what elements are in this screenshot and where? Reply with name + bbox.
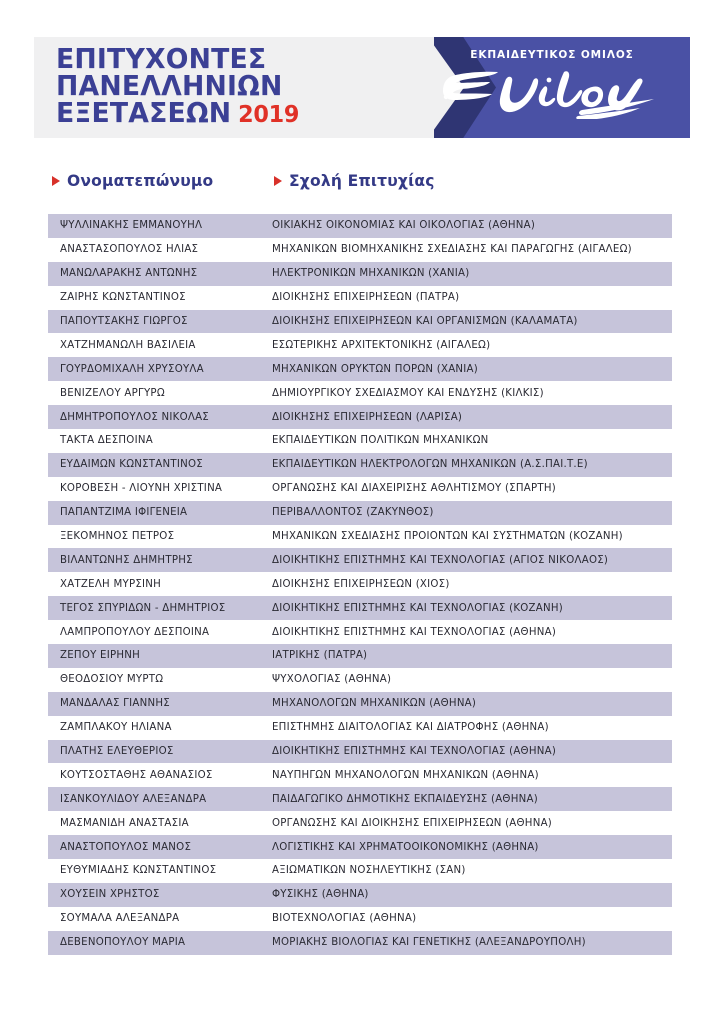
cell-school: ΠΑΙΔΑΓΩΓΙΚΟ ΔΗΜΟΤΙΚΗΣ ΕΚΠΑΙΔΕΥΣΗΣ (ΑΘΗΝΑ) [272, 793, 538, 805]
cell-school: ΔΗΜΙΟΥΡΓΙΚΟΥ ΣΧΕΔΙΑΣΜΟΥ ΚΑΙ ΕΝΔΥΣΗΣ (ΚΙΛΚΙΣ) [272, 387, 544, 399]
table-row [48, 931, 672, 955]
cell-student-name: ΖΑΜΠΛΑΚΟΥ ΗΛΙΑΝΑ [60, 722, 172, 734]
cell-student-name: ΧΟΥΣΕΙΝ ΧΡΗΣΤΟΣ [60, 889, 160, 901]
table-row [48, 668, 672, 692]
table-row [48, 692, 672, 716]
column-header-name [52, 172, 213, 190]
table-row [48, 238, 672, 262]
results-table [48, 214, 672, 955]
cell-school: ΔΙΟΙΚΗΣΗΣ ΕΠΙΧΕΙΡΗΣΕΩΝ ΚΑΙ ΟΡΓΑΝΙΣΜΩΝ (ΚΑΛΑΜΑΤΑ) [272, 316, 578, 327]
table-row [48, 333, 672, 357]
page-title [56, 43, 307, 130]
cell-student-name: ΠΛΑΤΗΣ ΕΛΕΥΘΕΡΙΟΣ [60, 746, 174, 758]
table-row [48, 740, 672, 764]
table-column-headers [48, 172, 672, 200]
table-row [48, 811, 672, 835]
cell-student-name: ΚΟΥΤΣΟΣΤΑΘΗΣ ΑΘΑΝΑΣΙΟΣ [60, 769, 213, 781]
cell-school: ΔΙΟΙΚΗΤΙΚΗΣ ΕΠΙΣΤΗΜΗΣ ΚΑΙ ΤΕΧΝΟΛΟΓΙΑΣ (ΑΓΙΟΣ ΝΙΚΟΛΑΟΣ) [272, 554, 609, 566]
table-row [48, 262, 672, 286]
table-row [48, 787, 672, 811]
cell-student-name: ΒΕΝΙΖΕΛΟΥ ΑΡΓΥΡΩ [60, 387, 165, 399]
column-header-name-label: Ονοματεπώνυμο [67, 172, 214, 190]
table-row [48, 572, 672, 596]
exam-year: 2019 [238, 102, 300, 129]
cell-student-name: ΘΕΟΔΟΣΙΟΥ ΜΥΡΤΩ [60, 674, 164, 686]
cell-school: ΕΣΩΤΕΡΙΚΗΣ ΑΡΧΙΤΕΚΤΟΝΙΚΗΣ (ΑΙΓΑΛΕΩ) [272, 339, 491, 351]
table-row [48, 429, 672, 453]
cell-student-name: ΑΝΑΣΤΑΣΟΠΟΥΛΟΣ ΗΛΙΑΣ [60, 244, 199, 256]
cell-student-name: ΤΕΓΟΣ ΣΠΥΡΙΔΩΝ - ΔΗΜΗΤΡΙΟΣ [60, 602, 226, 614]
cell-school: ΒΙΟΤΕΧΝΟΛΟΓΙΑΣ (ΑΘΗΝΑ) [272, 913, 417, 925]
brand-tagline: ΕΚΠΑΙΔΕΥΤΙΚΟΣ ΟΜΙΛΟΣ [470, 49, 634, 61]
table-row [48, 596, 672, 620]
cell-school: ΜΗΧΑΝΙΚΩΝ ΣΧΕΔΙΑΣΗΣ ΠΡΟΪΟΝΤΩΝ ΚΑΙ ΣΥΣΤΗΜΑΤΩΝ (ΚΟΖΑΝΗ) [272, 531, 623, 543]
cell-school: ΕΚΠΑΙΔΕΥΤΙΚΩΝ ΠΟΛΙΤΙΚΩΝ ΜΗΧΑΝΙΚΩΝ [272, 435, 489, 447]
table-row [48, 286, 672, 310]
cell-student-name: ΕΥΘΥΜΙΑΔΗΣ ΚΩΝΣΤΑΝΤΙΝΟΣ [60, 865, 217, 877]
cell-school: ΔΙΟΙΚΗΣΗΣ ΕΠΙΧΕΙΡΗΣΕΩΝ (ΛΑΡΙΣΑ) [272, 411, 463, 423]
cell-student-name: ΣΟΥΜΑΛΑ ΑΛΕΞΑΝΔΡΑ [60, 913, 180, 925]
table-row [48, 477, 672, 501]
cell-student-name: ΠΑΠΟΥΤΣΑΚΗΣ ΓΙΩΡΓΟΣ [60, 316, 188, 327]
cell-student-name: ΜΑΝΩΛΑΡΑΚΗΣ ΑΝΤΩΝΗΣ [60, 268, 198, 280]
table-row [48, 214, 672, 238]
cell-student-name: ΧΑΤΖΕΛΗ ΜΥΡΣΙΝΗ [60, 578, 162, 590]
cell-student-name: ΠΑΠΑΝΤΖΙΜΑ ΙΦΙΓΕΝΕΙΑ [60, 507, 188, 519]
triangle-bullet-icon [52, 176, 60, 186]
cell-school: ΜΗΧΑΝΟΛΟΓΩΝ ΜΗΧΑΝΙΚΩΝ (ΑΘΗΝΑ) [272, 698, 477, 710]
table-row [48, 453, 672, 477]
cell-student-name: ΧΑΤΖΗΜΑΝΩΛΗ ΒΑΣΙΛΕΙΑ [60, 339, 196, 351]
cell-student-name: ΛΑΜΠΡΟΠΟΥΛΟΥ ΔΕΣΠΟΙΝΑ [60, 626, 210, 638]
cell-student-name: ΔΗΜΗΤΡΟΠΟΥΛΟΣ ΝΙΚΟΛΑΣ [60, 411, 209, 423]
cell-school: ΔΙΟΙΚΗΤΙΚΗΣ ΕΠΙΣΤΗΜΗΣ ΚΑΙ ΤΕΧΝΟΛΟΓΙΑΣ (ΑΘΗΝΑ) [272, 626, 557, 638]
brand-logo [432, 49, 672, 127]
table-row [48, 310, 672, 334]
cell-student-name: ΜΑΝΔΑΛΑΣ ΓΙΑΝΝΗΣ [60, 698, 170, 710]
cell-student-name: ΖΕΠΟΥ ΕΙΡΗΝΗ [60, 650, 141, 662]
cell-school: ΨΥΧΟΛΟΓΙΑΣ (ΑΘΗΝΑ) [272, 674, 392, 686]
cell-school: ΜΗΧΑΝΙΚΩΝ ΟΡΥΚΤΩΝ ΠΟΡΩΝ (ΧΑΝΙΑ) [272, 363, 478, 375]
cell-school: ΗΛΕΚΤΡΟΝΙΚΩΝ ΜΗΧΑΝΙΚΩΝ (ΧΑΝΙΑ) [272, 268, 470, 280]
cell-school: ΔΙΟΙΚΗΤΙΚΗΣ ΕΠΙΣΤΗΜΗΣ ΚΑΙ ΤΕΧΝΟΛΟΓΙΑΣ (ΑΘΗΝΑ) [272, 746, 557, 758]
cell-school: ΦΥΣΙΚΗΣ (ΑΘΗΝΑ) [272, 889, 369, 901]
cell-student-name: ΚΟΡΟΒΕΣΗ - ΛΙΟΥΝΗ ΧΡΙΣΤΙΝΑ [60, 483, 223, 495]
triangle-bullet-icon [274, 176, 282, 186]
page-header-banner [34, 37, 690, 138]
table-row [48, 716, 672, 740]
page-title-line-1: ΕΠΙΤΥΧΟΝΤΕΣ [56, 43, 267, 75]
cell-school: ΑΞΙΩΜΑΤΙΚΩΝ ΝΟΣΗΛΕΥΤΙΚΗΣ (ΣΑΝ) [272, 865, 466, 877]
table-row [48, 501, 672, 525]
cell-school: ΠΕΡΙΒΑΛΛΟΝΤΟΣ (ΖΑΚΥΝΘΟΣ) [272, 507, 434, 519]
column-header-school [274, 172, 435, 190]
table-row [48, 763, 672, 787]
table-row [48, 907, 672, 931]
page-title-line-3-row [56, 97, 300, 130]
table-row [48, 357, 672, 381]
table-row [48, 644, 672, 668]
cell-school: ΕΠΙΣΤΗΜΗΣ ΔΙΑΙΤΟΛΟΓΙΑΣ ΚΑΙ ΔΙΑΤΡΟΦΗΣ (ΑΘΗΝΑ) [272, 722, 549, 734]
cell-school: ΕΚΠΑΙΔΕΥΤΙΚΩΝ ΗΛΕΚΤΡΟΛΟΓΩΝ ΜΗΧΑΝΙΚΩΝ (Α.Σ.ΠΑΙ.Τ.Ε) [272, 459, 588, 471]
cell-student-name: ΞΕΚΟΜΗΝΟΣ ΠΕΤΡΟΣ [60, 531, 175, 543]
cell-student-name: ΔΕΒΕΝΟΠΟΥΛΟΥ ΜΑΡΙΑ [60, 937, 186, 949]
cell-school: ΟΡΓΑΝΩΣΗΣ ΚΑΙ ΔΙΟΙΚΗΣΗΣ ΕΠΙΧΕΙΡΗΣΕΩΝ (ΑΘΗΝΑ) [272, 817, 553, 829]
epsilon-wordmark-icon [432, 63, 672, 119]
cell-student-name: ΑΝΑΣΤΟΠΟΥΛΟΣ ΜΑΝΟΣ [60, 841, 192, 853]
table-row [48, 859, 672, 883]
cell-school: ΙΑΤΡΙΚΗΣ (ΠΑΤΡΑ) [272, 650, 368, 662]
cell-school: ΜΟΡΙΑΚΗΣ ΒΙΟΛΟΓΙΑΣ ΚΑΙ ΓΕΝΕΤΙΚΗΣ (ΑΛΕΞΑΝΔΡΟΥΠΟΛΗ) [272, 937, 586, 949]
cell-school: ΝΑΥΠΗΓΩΝ ΜΗΧΑΝΟΛΟΓΩΝ ΜΗΧΑΝΙΚΩΝ (ΑΘΗΝΑ) [272, 769, 539, 781]
cell-school: ΛΟΓΙΣΤΙΚΗΣ ΚΑΙ ΧΡΗΜΑΤΟΟΙΚΟΝΟΜΙΚΗΣ (ΑΘΗΝΑ) [272, 841, 539, 853]
cell-school: ΜΗΧΑΝΙΚΩΝ ΒΙΟΜΗΧΑΝΙΚΗΣ ΣΧΕΔΙΑΣΗΣ ΚΑΙ ΠΑΡΑΓΩΓΗΣ (ΑΙΓΑΛΕΩ) [272, 244, 632, 256]
cell-school: ΟΙΚΙΑΚΗΣ ΟΙΚΟΝΟΜΙΑΣ ΚΑΙ ΟΙΚΟΛΟΓΙΑΣ (ΑΘΗΝΑ) [272, 220, 536, 232]
table-row [48, 381, 672, 405]
cell-school: ΔΙΟΙΚΗΣΗΣ ΕΠΙΧΕΙΡΗΣΕΩΝ (ΧΙΟΣ) [272, 578, 450, 590]
cell-student-name: ΤΑΚΤΑ ΔΕΣΠΟΙΝΑ [60, 435, 153, 447]
banner-title-panel [34, 37, 434, 138]
cell-student-name: ΖΑΪΡΗΣ ΚΩΝΣΤΑΝΤΙΝΟΣ [60, 292, 186, 304]
cell-student-name: ΜΑΣΜΑΝΙΔΗ ΑΝΑΣΤΑΣΙΑ [60, 817, 189, 829]
table-row [48, 883, 672, 907]
cell-student-name: ΙΣΑΝΚΟΥΛΙΔΟΥ ΑΛΕΞΑΝΔΡΑ [60, 793, 207, 805]
table-row [48, 405, 672, 429]
table-row [48, 620, 672, 644]
cell-student-name: ΨΥΛΛΙΝΑΚΗΣ ΕΜΜΑΝΟΥΗΛ [60, 220, 203, 232]
table-row [48, 835, 672, 859]
column-header-school-label: Σχολή Επιτυχίας [289, 172, 435, 190]
table-row [48, 548, 672, 572]
table-row [48, 525, 672, 549]
page-title-line-3: ΕΞΕΤΑΣΕΩΝ [56, 97, 232, 130]
cell-school: ΟΡΓΑΝΩΣΗΣ ΚΑΙ ΔΙΑΧΕΙΡΙΣΗΣ ΑΘΛΗΤΙΣΜΟΥ (ΣΠΑΡΤΗ) [272, 483, 557, 495]
cell-school: ΔΙΟΙΚΗΣΗΣ ΕΠΙΧΕΙΡΗΣΕΩΝ (ΠΑΤΡΑ) [272, 292, 460, 304]
cell-school: ΔΙΟΙΚΗΤΙΚΗΣ ΕΠΙΣΤΗΜΗΣ ΚΑΙ ΤΕΧΝΟΛΟΓΙΑΣ (ΚΟΖΑΝΗ) [272, 602, 563, 614]
page-title-line-2: ΠΑΝΕΛΛΗΝΙΩΝ [56, 70, 283, 103]
cell-student-name: ΕΥΔΑΙΜΩΝ ΚΩΝΣΤΑΝΤΙΝΟΣ [60, 459, 203, 471]
cell-student-name: ΓΟΥΡΔΟΜΙΧΑΛΗ ΧΡΥΣΟΥΛΑ [60, 363, 204, 375]
cell-student-name: ΒΙΛΑΝΤΩΝΗΣ ΔΗΜΗΤΡΗΣ [60, 554, 193, 566]
